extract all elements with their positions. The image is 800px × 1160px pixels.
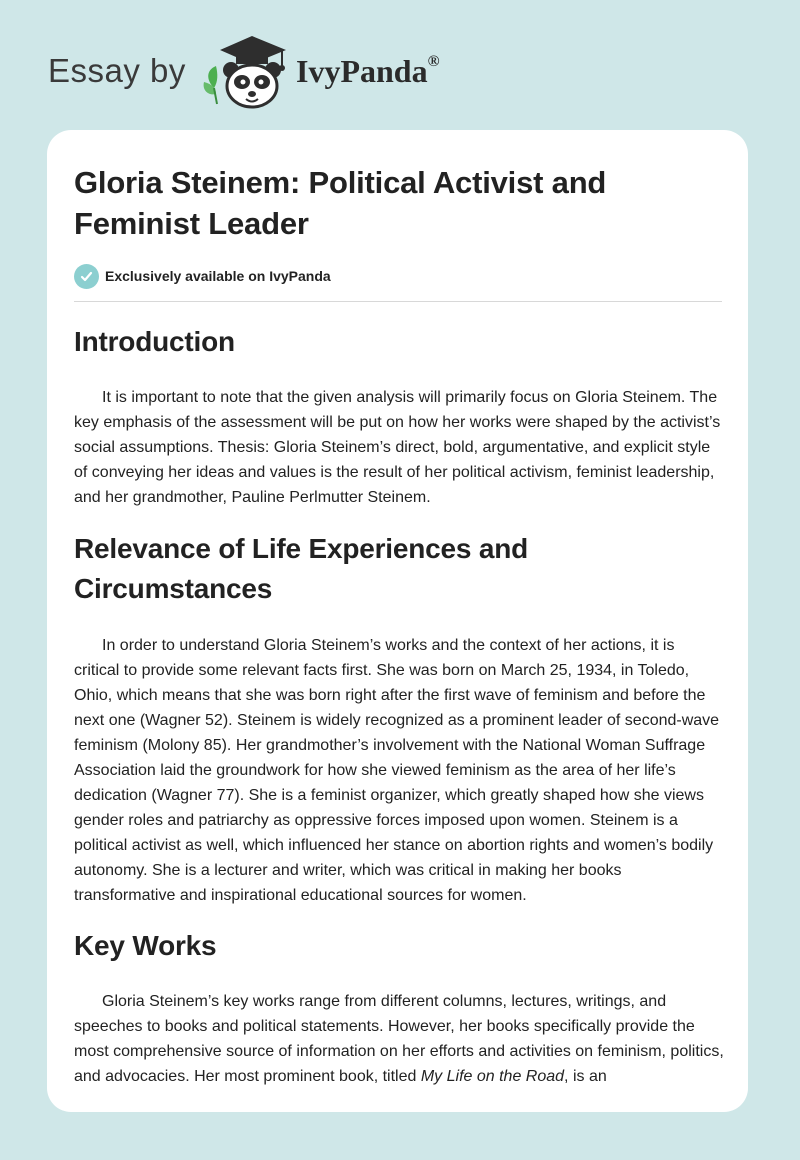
section-heading-relevance: Relevance of Life Experiences and Circumstances bbox=[74, 533, 529, 604]
exclusive-label: Exclusively available on IvyPanda bbox=[105, 268, 331, 284]
essay-content bbox=[74, 162, 724, 1089]
brand-prefix: Essay by bbox=[48, 52, 186, 89]
exclusive-badge bbox=[74, 262, 724, 290]
check-icon bbox=[74, 264, 99, 289]
section-paragraph-introduction: It is important to note that the given analysis will primarily focus on Gloria Steinem. The key emphasis of the assessment will be put on how her works were shaped by the activist’s social assumptions. Thesis: Gloria Steinem’s direct, bold, argumentative, and explicit style of conveying her ideas and values is the result of her political activism, feminist leadership, and her grandmother, Pauline Perlmutter Steinem. bbox=[74, 389, 721, 506]
divider bbox=[74, 301, 722, 302]
section-paragraph-relevance: In order to understand Gloria Steinem’s works and the context of her actions, it is critical to provide some relevant facts first. She was born on March 25, 1934, in Toledo, Ohio, which means that she was born right after the first wave of feminism and before the next one (Wagner 52). Steinem is widely recognized as a prominent leader of second-wave feminism (Molony 85). Her grandmother’s involvement with the National Woman Suffrage Association laid the groundwork for how she viewed feminism as the area of her life’s dedication (Wagner 77). She is a feminist organizer, which greatly shaped how she views gender roles and patriarchy as oppressive forces imposed upon women. Steinem is a political activist as well, which influenced her stance on abortion rights and women’s bodily autonomy. She is a lecturer and writer, which was critical in making her books transformative and inspirational educational sources for women. bbox=[74, 637, 720, 904]
section-paragraph-key-works: Gloria Steinem’s key works range from different columns, lectures, writings, and speeches to books and political statements. However, her books specifically provide the most comprehensive source of information on her efforts and activities on feminism, politics, and advocacies. Her most prominent book, titled My Life on the Road, is an bbox=[74, 993, 724, 1085]
essay-card bbox=[47, 130, 748, 1112]
site-header bbox=[0, 0, 800, 130]
brand-name: IvyPanda® bbox=[296, 53, 440, 89]
section-heading-key-works: Key Works bbox=[74, 930, 217, 961]
section-heading-introduction: Introduction bbox=[74, 326, 235, 357]
book-title: My Life on the Road bbox=[420, 1068, 565, 1085]
panda-graduate-icon bbox=[200, 34, 292, 110]
essay-title: Gloria Steinem: Political Activist and Feminist Leader bbox=[74, 165, 607, 241]
